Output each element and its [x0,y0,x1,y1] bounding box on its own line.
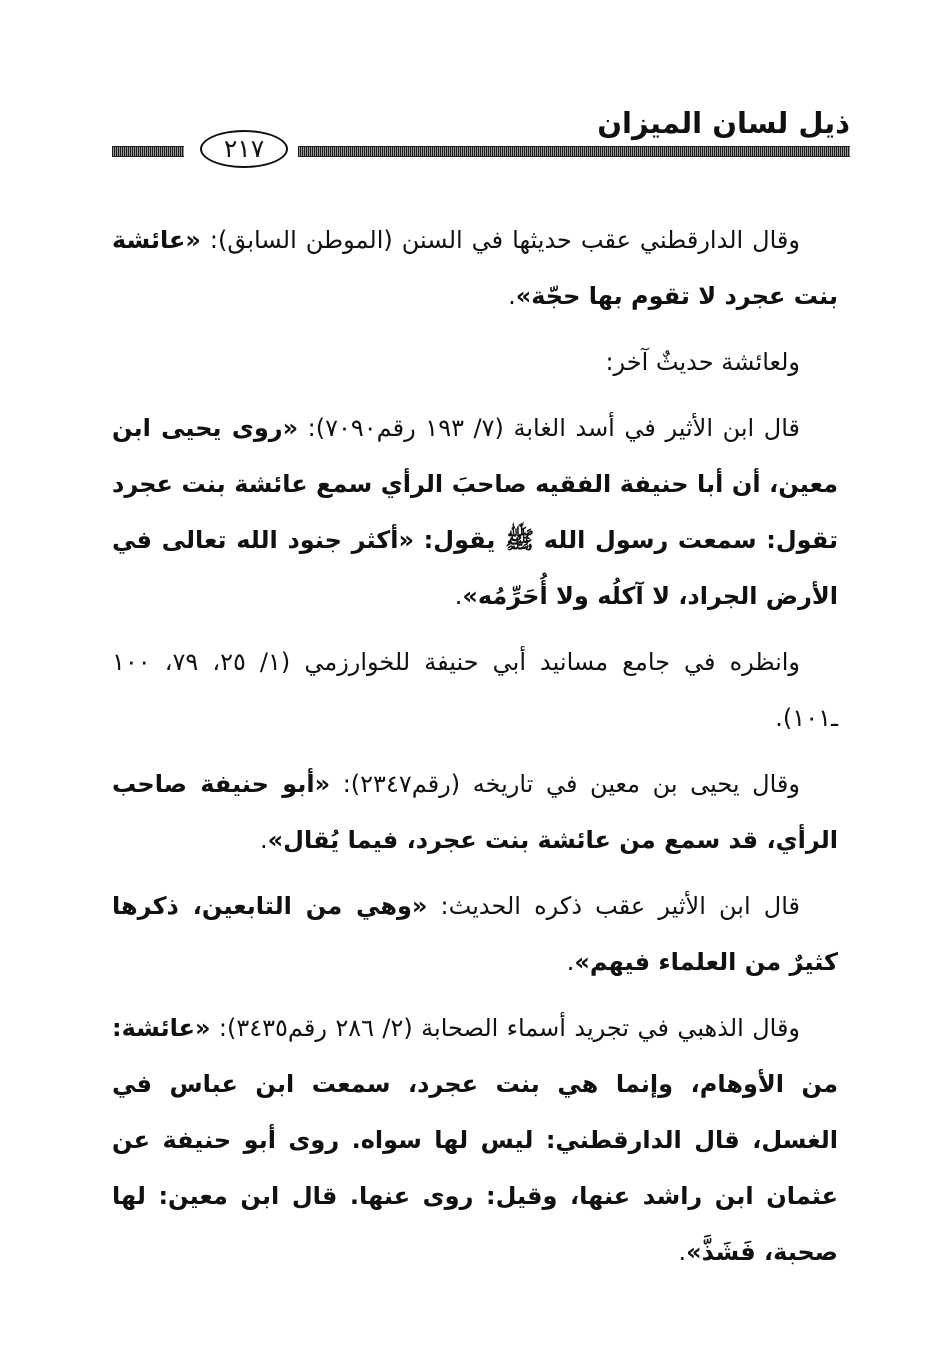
quotation: «روى يحيى ابن معين، أن أبا حنيفة الفقيه صاحبَ الرأي سمع عائشة بنت عجرد تقول: سمعت رسول الله ﷺ يقول: «أكثر جنود الله تعالى في الأرض الجراد، لا آكلُه ولا أُحَرِّمُه» [112,414,838,610]
paragraph [112,878,838,990]
quotation: «أبو حنيفة صاحب الرأي، قد سمع من عائشة بنت عجرد، فيما يُقال» [112,770,838,854]
paragraph [112,212,838,324]
page-number: ٢١٧ [200,130,288,168]
paragraph-end: . [678,1238,687,1266]
paragraph [112,334,838,390]
header-rule-right [298,146,850,157]
quotation: «وهي من التابعين، ذكرها كثيرٌ من العلماء فيهم» [112,892,838,976]
quotation: «عائشة: من الأوهام، وإنما هي بنت عجرد، سمعت ابن عباس في الغسل، قال الدارقطني: ليس لها سواه. روى أبو حنيفة عن عثمان ابن راشد عنها، وقيل: روى عنها. قال ابن معين: لها صحبة، فَشَذَّ» [112,1014,838,1266]
page-body [112,212,838,1290]
paragraph-text: وانظره في جامع مسانيد أبي حنيفة للخوارزمي (١/ ٢٥، ٧٩، ١٠٠ ـ١٠١). [112,648,838,732]
paragraph-text: وقال الدارقطني عقب حديثها في السنن (الموطن السابق): [200,226,800,254]
paragraph-end: . [454,582,463,610]
paragraph [112,756,838,868]
header-rule-left [112,146,184,157]
paragraph-text: وقال الذهبي في تجريد أسماء الصحابة (٢/ ٢٨٦ رقم٣٤٣٥): [210,1014,801,1042]
paragraph-text: قال ابن الأثير عقب ذكره الحديث: [427,892,801,920]
paragraph [112,400,838,624]
paragraph-text: وقال يحيى بن معين في تاريخه (رقم٢٣٤٧): [330,770,800,798]
paragraph-end: . [259,826,268,854]
paragraph-text: قال ابن الأثير في أسد الغابة (٧/ ١٩٣ رقم٧٠٩٠): [298,414,801,442]
paragraph-text: ولعائشة حديثٌ آخر: [605,348,800,376]
paragraph-end: . [508,282,516,310]
running-title: ذيل لسان الميزان [597,106,850,140]
paragraph [112,634,838,746]
page-header [112,100,850,180]
quotation: «عائشة بنت عجرد لا تقوم بها حجّة» [112,226,838,310]
paragraph-end: . [566,948,575,976]
paragraph [112,1000,838,1280]
